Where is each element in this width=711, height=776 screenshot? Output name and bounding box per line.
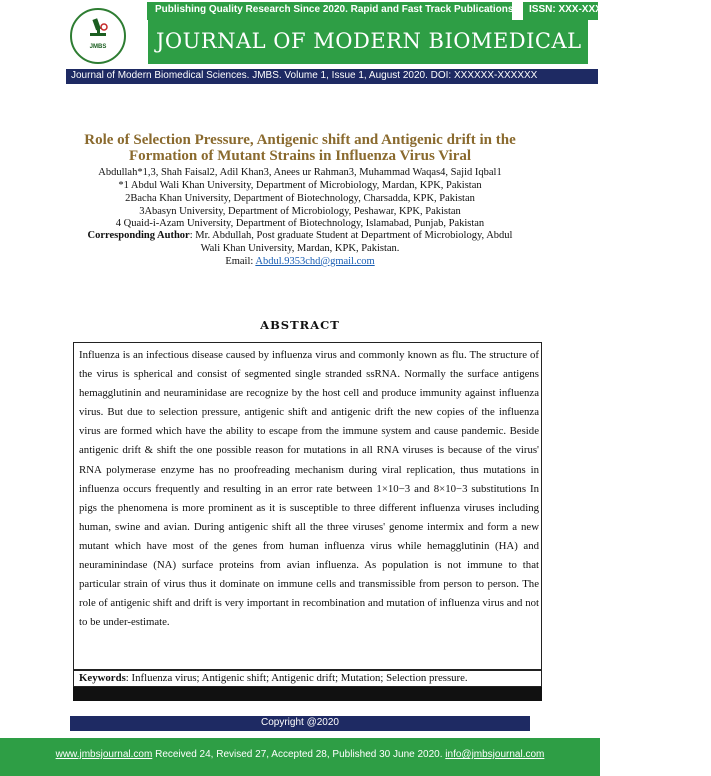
citation-text: Journal of Modern Biomedical Sciences. JMBS. Volume 1, Issue 1, August 2020. DOI: XXXXXX-XXXXXX <box>71 70 538 81</box>
corresponding-label: Corresponding Author <box>87 230 190 241</box>
publication-dates: Received 24, Revised 27, Accepted 28, Published 30 June 2020. <box>152 749 446 760</box>
issn-badge <box>523 2 602 20</box>
footer-text <box>0 749 600 760</box>
abstract-text: Influenza is an infectious disease caused by influenza virus and commonly known as flu. The structure of the virus is spherical and consist of segmented single stranded ssRNA. Normally the surface antigens hemagglutinin and neuraminidase are recognize by the host cell and produce immunity against influenza virus. But due to selection pressure, antigenic shift and antigenic drift the new copies of the influenza virus are formed which have the ability to escape from the immune system and cause pandemic. Beside antigenic drift & shift the one possible reason for mutations in all RNA viruses is because of the virus' RNA polymerase enzyme has no proofreading mechanism during viral replication, thus mutations in influenza occurs frequently and resulting in an error rate between 1×10−3 and 8×10−3 substitutions In pigs the phenomena is more prominent as it is susceptible to three different influenza viruses including human, swine and avian. During antigenic shift all the three viruses' genome intermix and form a new mutant which have most of the genes from human influenza virus while hemagglutinin (HA) and neuraminindase (NA) surface proteins from avian influenza. As population is not immune to that particular strain of virus thus it dominate on immune cells and transmissible from person to person. The role of antigenic shift and drift is very important in recombination and mutation of influenza virus and not to be under-estimate. <box>79 349 539 629</box>
journal-name: JOURNAL OF MODERN BIOMEDICAL SCIENCES <box>156 29 711 53</box>
author-email-link[interactable]: Abdul.9353chd@gmail.com <box>255 256 375 267</box>
affiliation-3: 3Abasyn University, Department of Microbiology, Peshawar, KPK, Pakistan <box>139 206 461 217</box>
corresponding-author <box>40 229 560 242</box>
authors: Abdullah*1,3, Shah Faisal2, Adil Khan3, Anees ur Rahman3, Muhammad Waqas4, Sajid Iqbal1 <box>98 167 502 178</box>
article-title <box>60 132 540 164</box>
tagline-bar <box>147 2 512 20</box>
corresponding-line-2: Wali Khan University, Mardan, KPK, Pakistan. <box>200 243 400 254</box>
microscope-icon <box>84 18 112 38</box>
corresponding-line-1: : Mr. Abdullah, Post graduate Student at Department of Microbiology, Abdul <box>189 230 513 241</box>
keywords-label: Keywords <box>79 672 126 684</box>
journal-title-bar <box>148 20 711 64</box>
contact-email-link[interactable]: info@jmbsjournal.com <box>445 749 545 760</box>
abstract-heading: ABSTRACT <box>260 318 340 332</box>
title-line-2: Formation of Mutant Strains in Influenza Virus Viral <box>128 148 472 164</box>
email-line <box>40 255 560 268</box>
copyright-bar <box>70 716 530 731</box>
issn-text: ISSN: XXX-XXX <box>529 4 602 15</box>
email-label: Email: <box>225 256 254 267</box>
citation-bar <box>66 69 598 84</box>
affiliation-2: 2Bacha Khan University, Department of Biotechnology, Charsadda, KPK, Pakistan <box>125 193 475 204</box>
title-line-1: Role of Selection Pressure, Antigenic shift and Antigenic drift in the <box>84 132 516 148</box>
affiliation-1: *1 Abdul Wali Khan University, Department of Microbiology, Mardan, KPK, Pakistan <box>118 180 482 191</box>
logo-text: JMBS <box>89 44 107 50</box>
keywords-list: : Influenza virus; Antigenic shift; Antigenic drift; Mutation; Selection pressure. <box>125 672 468 684</box>
copyright-text: Copyright @2020 <box>261 717 339 728</box>
website-link[interactable]: www.jmbsjournal.com <box>55 749 153 760</box>
affiliation-4: 4 Quaid-i-Azam University, Department of Biotechnology, Islamabad, Punjab, Pakistan <box>115 218 485 229</box>
divider-bar <box>73 687 542 701</box>
keywords <box>73 670 542 687</box>
tagline: Publishing Quality Research Since 2020. Rapid and Fast Track Publications <box>155 4 514 15</box>
footer-bar <box>0 738 600 776</box>
